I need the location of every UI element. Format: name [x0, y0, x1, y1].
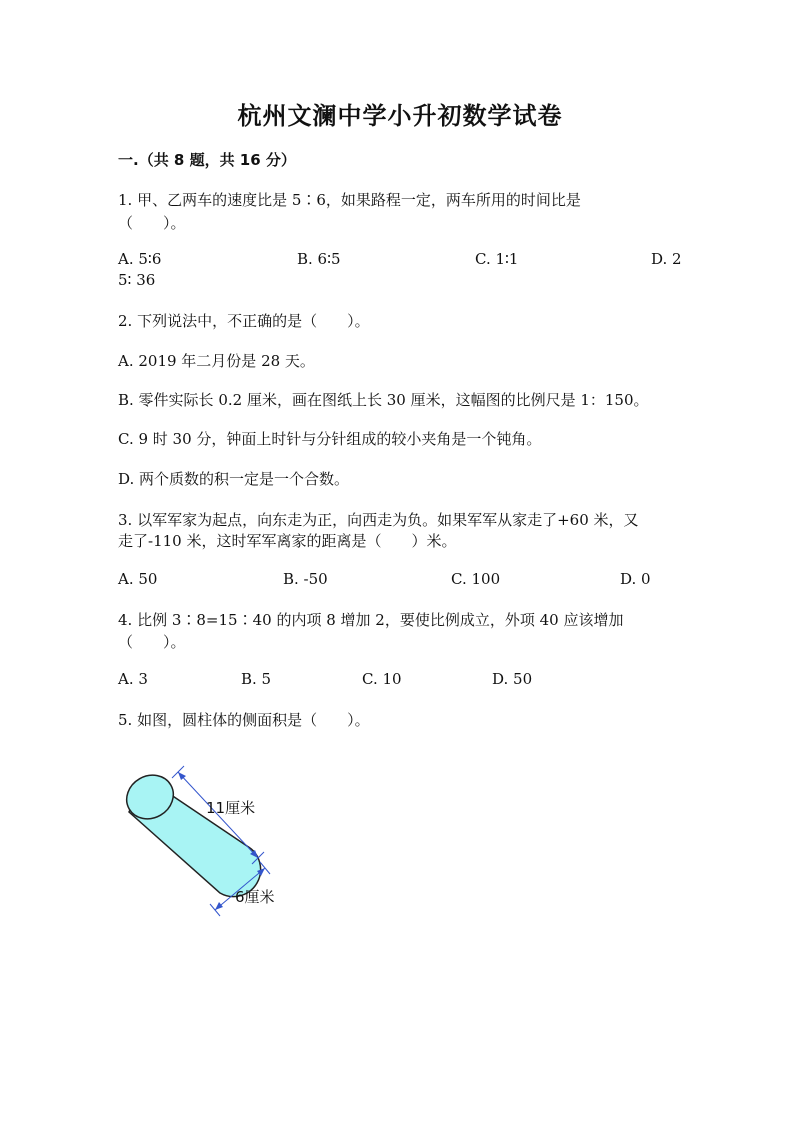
q3-stem-line-1: 3. 以军军家为起点，向东走为正，向西走为负。如果军军从家走了+60 米，又 — [118, 511, 639, 529]
q4-option-c[interactable]: C. 10 — [362, 670, 402, 688]
length-label: 11厘米 — [206, 799, 256, 817]
q3-option-b[interactable]: B. -50 — [283, 570, 328, 588]
q5-stem: 5. 如图，圆柱体的侧面积是（ ）。 — [118, 711, 370, 729]
q4-option-b[interactable]: B. 5 — [241, 670, 272, 688]
section-heading: 一.（共 8 题，共 16 分） — [118, 151, 296, 169]
q1-stem-line-2: （ ）。 — [118, 214, 186, 232]
q2-option-c[interactable]: C. 9 时 30 分，钟面上时针与分针组成的较小夹角是一个钝角。 — [118, 430, 542, 448]
page-title: 杭州文澜中学小升初数学试卷 — [237, 102, 563, 130]
cylinder-figure — [110, 760, 310, 930]
q4-stem-line-2: （ ）。 — [118, 633, 186, 651]
q3-option-d[interactable]: D. 0 — [620, 570, 651, 588]
q2-stem: 2. 下列说法中，不正确的是（ ）。 — [118, 312, 370, 330]
q4-option-a[interactable]: A. 3 — [118, 670, 148, 688]
q2-option-b[interactable]: B. 零件实际长 0.2 厘米，画在图纸上长 30 厘米，这幅图的比例尺是 1：150。 — [118, 391, 649, 409]
q1-option-d-continued: 5∶ 36 — [118, 271, 156, 289]
q2-option-d[interactable]: D. 两个质数的积一定是一个合数。 — [118, 470, 350, 488]
q3-stem-line-2: 走了-110 米，这时军军离家的距离是（ ）米。 — [118, 532, 457, 550]
q1-option-d[interactable]: D. 2 — [651, 250, 682, 268]
diameter-label: 6厘米 — [235, 888, 275, 906]
q1-option-a[interactable]: A. 5∶6 — [118, 250, 162, 268]
q4-stem-line-1: 4. 比例 3∶8=15∶40 的内项 8 增加 2，要使比例成立，外项 40 应该增加 — [118, 611, 624, 629]
q4-option-d[interactable]: D. 50 — [492, 670, 533, 688]
q2-option-a[interactable]: A. 2019 年二月份是 28 天。 — [118, 352, 315, 370]
q3-option-a[interactable]: A. 50 — [118, 570, 158, 588]
q3-option-c[interactable]: C. 100 — [451, 570, 501, 588]
q1-option-c[interactable]: C. 1∶1 — [475, 250, 519, 268]
q1-stem-line-1: 1. 甲、乙两车的速度比是 5∶6，如果路程一定，两车所用的时间比是 — [118, 191, 581, 209]
q1-option-b[interactable]: B. 6∶5 — [297, 250, 341, 268]
